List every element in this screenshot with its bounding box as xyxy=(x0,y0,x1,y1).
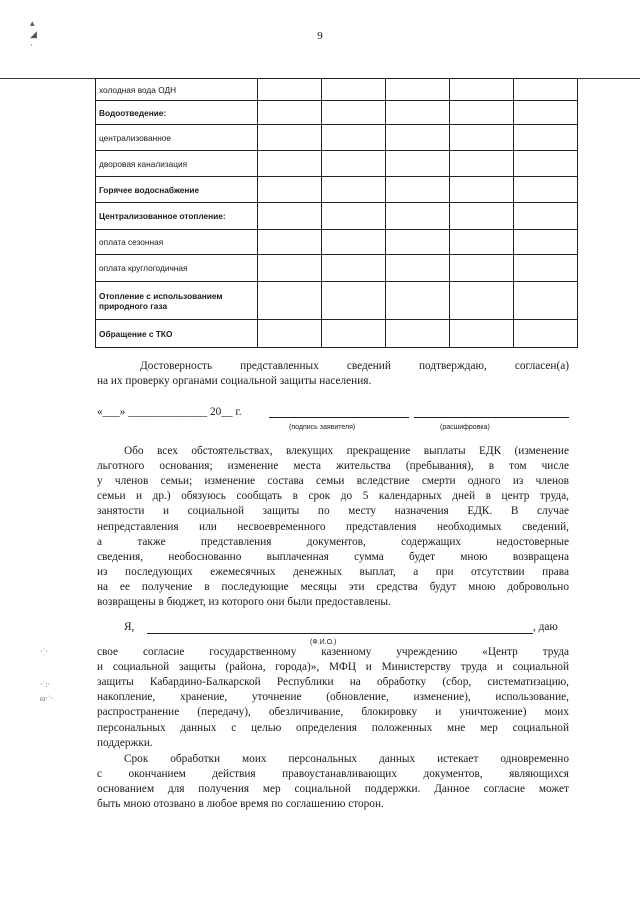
consent-line: персональных данных с целью определения положенных мне мер социальной xyxy=(97,721,569,734)
row-cell xyxy=(258,320,322,348)
consent-line: поддержки. xyxy=(97,736,153,749)
term-line: Срок обработки моих персональных данных истекает одновременно xyxy=(124,753,569,765)
row-cell xyxy=(450,151,514,177)
row-cell xyxy=(514,255,578,282)
consent-line: и социальной защиты (района, города)», МФЦ и Министерству труда и социальной xyxy=(97,661,569,674)
date-field: «___» ______________ 20__ г. xyxy=(97,406,242,418)
utilities-table-body xyxy=(96,79,578,348)
obligation-line: сведения, необоснованно выплаченная сумма будет мною возвращена xyxy=(97,550,569,563)
row-cell xyxy=(386,282,450,320)
decoding-line xyxy=(414,405,569,418)
row-label: оплата круглогодичная xyxy=(96,255,258,282)
row-cell xyxy=(386,203,450,230)
table-row xyxy=(96,320,578,348)
row-cell xyxy=(514,320,578,348)
row-cell xyxy=(386,125,450,151)
obligation-line: Обо всех обстоятельствах, влекущих прекращение выплаты ЕДК (изменение xyxy=(124,445,569,457)
row-cell xyxy=(322,230,386,255)
consent-i-label: Я, xyxy=(124,621,135,633)
obligation-line: из последующих ежемесячных денежных выплат, а при отсутствии права xyxy=(97,565,569,578)
row-cell xyxy=(514,101,578,125)
row-cell xyxy=(450,282,514,320)
row-cell xyxy=(450,125,514,151)
decoding-caption: (расшифровка) xyxy=(440,424,490,431)
table-row xyxy=(96,177,578,203)
row-cell xyxy=(386,177,450,203)
row-cell xyxy=(386,255,450,282)
row-label: холодная вода ОДН xyxy=(96,79,258,101)
row-label: дворовая канализация xyxy=(96,151,258,177)
table-row xyxy=(96,282,578,320)
row-cell xyxy=(258,125,322,151)
margin-scan-mark: ·˙· xyxy=(40,647,48,656)
table-row xyxy=(96,101,578,125)
consent-line: свое согласие государственному казенному учреждению «Центр труда xyxy=(97,646,569,658)
row-cell xyxy=(450,203,514,230)
row-label: Отопление с использованием природного газа xyxy=(96,282,258,320)
row-cell xyxy=(322,151,386,177)
row-cell xyxy=(322,320,386,348)
row-cell xyxy=(386,151,450,177)
row-cell xyxy=(386,101,450,125)
term-line: с окончанием действия правоустанавливающих документов, являющихся xyxy=(97,768,569,781)
row-cell xyxy=(258,101,322,125)
row-cell xyxy=(514,203,578,230)
row-cell xyxy=(514,151,578,177)
signature-caption: (подпись заявителя) xyxy=(289,424,356,431)
obligation-line: у членов семьи; изменение состава семьи вследствие смерти одного из членов xyxy=(97,475,569,488)
term-line: быть мною отозвано в любое время по соглашению сторон. xyxy=(97,798,384,811)
row-cell xyxy=(258,255,322,282)
obligation-line: непредставления или несвоевременного представления необходимых сведений, xyxy=(97,520,569,533)
row-cell xyxy=(322,125,386,151)
row-cell xyxy=(258,177,322,203)
row-cell xyxy=(450,101,514,125)
consent-line: защиты Кабардино-Балкарской Республики на обработку (сбор, систематизацию, xyxy=(97,676,569,689)
obligation-line: занятости и социальной защиты по месту назначения ЕДК. В случае xyxy=(97,505,569,518)
row-cell xyxy=(322,255,386,282)
obligation-line: льготного основания; изменение места жительства (пребывания), в том числе xyxy=(97,460,569,473)
row-label: Централизованное отопление: xyxy=(96,203,258,230)
margin-scan-mark: ·˙:· xyxy=(40,680,51,689)
table-row xyxy=(96,203,578,230)
row-cell xyxy=(514,230,578,255)
row-cell xyxy=(258,230,322,255)
consent-give-label: , даю xyxy=(533,621,558,633)
row-cell xyxy=(450,230,514,255)
confirm-line-1: Достоверность представленных сведений подтверждаю, согласен(а) xyxy=(140,360,569,372)
row-label: Водоотведение: xyxy=(96,101,258,125)
scan-marks: ▴ ◢ · xyxy=(30,18,37,50)
table-row xyxy=(96,79,578,101)
row-cell xyxy=(322,101,386,125)
row-cell xyxy=(322,79,386,101)
obligation-line: семьи и др.) обязуюсь сообщать в срок до 5 календарных дней в центр труда, xyxy=(97,490,569,503)
table-row xyxy=(96,255,578,282)
row-cell xyxy=(514,125,578,151)
row-cell xyxy=(386,230,450,255)
row-cell xyxy=(322,282,386,320)
row-cell xyxy=(258,282,322,320)
row-cell xyxy=(258,203,322,230)
page-number: 9 xyxy=(317,30,323,42)
row-cell xyxy=(514,79,578,101)
row-cell xyxy=(258,79,322,101)
row-cell xyxy=(450,177,514,203)
obligation-line: возвращены в бюджет, из которого они были предоставлены. xyxy=(97,596,391,608)
margin-scan-mark: ω·˙· xyxy=(40,694,54,703)
obligation-line: а также представления документов, содержащих недостоверные xyxy=(97,535,569,548)
row-label: централизованное xyxy=(96,125,258,151)
row-cell xyxy=(322,203,386,230)
row-cell xyxy=(450,79,514,101)
fio-line xyxy=(147,620,533,634)
row-cell xyxy=(450,320,514,348)
row-label: оплата сезонная xyxy=(96,230,258,255)
utilities-table xyxy=(95,78,578,348)
consent-line: накопление, хранение, уточнение (обновление, изменение), использование, xyxy=(97,691,569,704)
table-row xyxy=(96,151,578,177)
obligation-line: на ее получение в последующие месяцы эти средства будут мною добровольно xyxy=(97,580,569,593)
row-cell xyxy=(514,282,578,320)
table-row xyxy=(96,125,578,151)
row-cell xyxy=(386,320,450,348)
row-cell xyxy=(514,177,578,203)
row-label: Обращение с ТКО xyxy=(96,320,258,348)
term-line: основанием для получения мер социальной поддержки. Данное согласие может xyxy=(97,783,569,796)
utilities-table-wrap xyxy=(95,78,578,348)
row-cell xyxy=(386,79,450,101)
table-row xyxy=(96,230,578,255)
fio-caption: (Ф.И.О.) xyxy=(310,639,337,646)
row-cell xyxy=(322,177,386,203)
consent-line: распространение (передачу), обезличивание, блокировку и уничтожение) моих xyxy=(97,706,569,719)
confirm-line-2: на их проверку органами социальной защиты населения. xyxy=(97,375,372,387)
row-cell xyxy=(258,151,322,177)
row-label: Горячее водоснабжение xyxy=(96,177,258,203)
row-cell xyxy=(450,255,514,282)
signature-line xyxy=(269,405,409,418)
